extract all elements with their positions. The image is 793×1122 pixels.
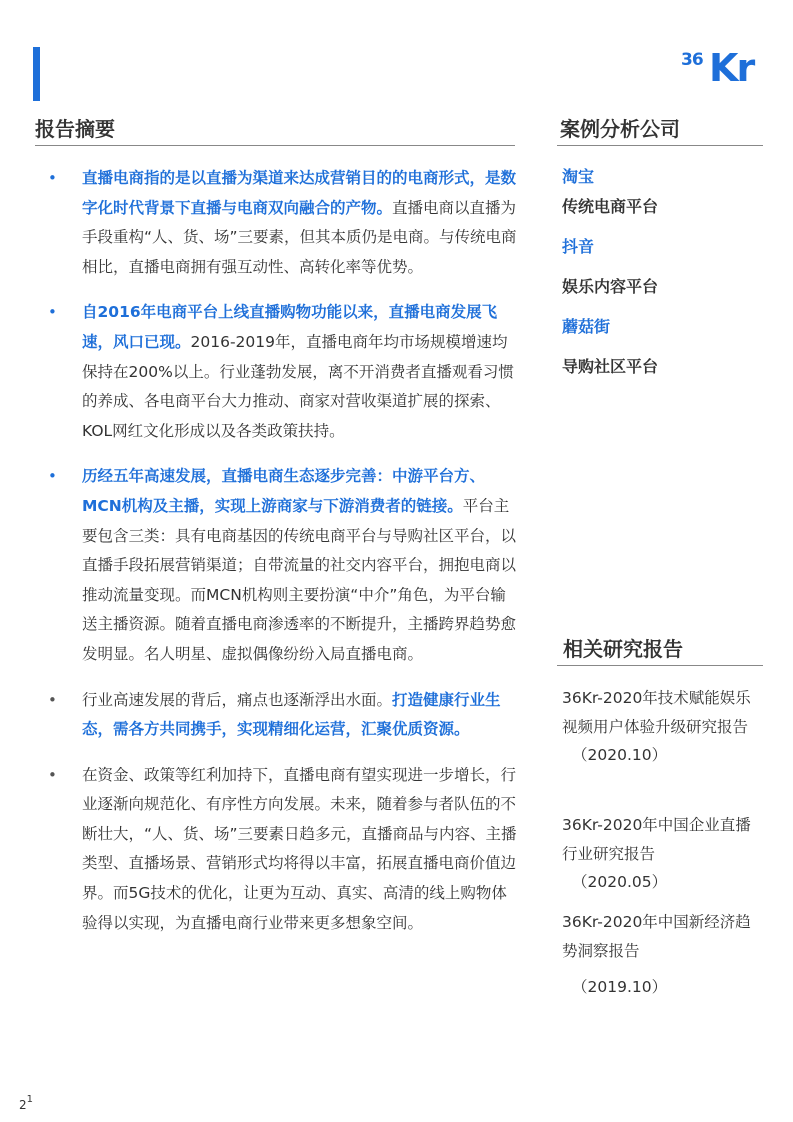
summary-bullet [48, 462, 518, 669]
bullet-text: 平台主要包含三类：具有电商基因的传统电商平台与导购社区平台，以直播手段拓展营销渠道；自带流量的社交内容平台，拥抱电商以推动流量变现。而MCN机构则主要扮演“中介”角色，为平台输送主播资源。随着直播电商渗透率的不断提升，主播跨界趋势愈发明显。名人明星、虚拟偶像纷纷入局直播电商。 [82, 496, 517, 663]
bullet-highlight: 打造健康行业生态，需各方共同携手，实现精细化运营，汇聚优质资源。 [82, 690, 501, 739]
page-number [19, 1096, 33, 1112]
bullet-text: 在资金、政策等红利加持下，直播电商有望实现进一步增长，行业逐渐向规范化、有序性方向发展。未来，随着参与者队伍的不断壮大，“人、货、场”三要素日趋多元，直播商品与内容、主播类型、直播场景、营销形式均将得以丰富，拓展直播电商价值边界。而5G技术的优化，让更为互动、真实、高清的线上购物体验得以实现，为直播电商行业带来更多想象空间。 [82, 765, 517, 932]
case-company-type: 导购社区平台 [562, 357, 659, 376]
report-date: （2020.05） [572, 873, 668, 891]
related-report [562, 811, 762, 897]
header-accent-bar [33, 47, 40, 101]
bullet-highlight: 直播电商指的是以直播为渠道来达成营销目的的电商形式，是数字化时代背景下直播与电商双向融合的产物。 [82, 169, 517, 217]
cases-divider [557, 145, 763, 146]
summary-title: 报告摘要 [35, 117, 115, 141]
case-company-type: 娱乐内容平台 [562, 277, 659, 296]
brand-logo [681, 44, 763, 92]
bullet-text: 行业高速发展的背后，痛点也逐渐浮出水面。 [82, 690, 393, 709]
case-company-type: 传统电商平台 [562, 197, 659, 216]
report-date: （2019.10） [572, 978, 668, 996]
bullet-dot-icon: • [48, 765, 57, 784]
related-reports-title: 相关研究报告 [563, 637, 683, 661]
report-title: 36Kr-2020年中国新经济趋势洞察报告 [562, 913, 751, 960]
bullet-dot-icon: • [48, 303, 57, 322]
cases-title: 案例分析公司 [560, 117, 680, 141]
page-number-main: 2 [19, 1098, 27, 1112]
related-report [562, 908, 762, 1002]
case-company-name: 淘宝 [562, 167, 595, 186]
summary-divider [35, 145, 515, 146]
bullet-highlight: 自2016年电商平台上线直播购物功能以来，直播电商发展飞速，风口已现。 [82, 303, 498, 351]
bullet-text: 2016-2019年，直播电商年均市场规模增速均保持在200%以上。行业蓬勃发展，离不开消费者直播观看习惯的养成、各电商平台大力推动、商家对营收渠道扩展的探索、KOL网红文化形成以及各类政策扶持。 [82, 332, 514, 440]
summary-bullet-list [48, 164, 518, 954]
case-company-name: 抖音 [562, 237, 595, 256]
related-reports-divider [557, 665, 763, 666]
related-report [562, 684, 762, 770]
bullet-dot-icon: • [48, 169, 57, 187]
report-date: （2020.10） [572, 746, 668, 764]
report-title: 36Kr-2020年中国企业直播行业研究报告 [562, 816, 751, 863]
bullet-text: 直播电商以直播为手段重构“人、货、场”三要素，但其本质仍是电商。与传统电商相比，直播电商拥有强互动性、高转化率等优势。 [82, 198, 517, 276]
report-title: 36Kr-2020年技术赋能娱乐视频用户体验升级研究报告 [562, 689, 751, 736]
page-number-sup: 1 [26, 1094, 34, 1105]
case-company-name: 蘑菇街 [562, 317, 611, 336]
summary-bullet [48, 298, 518, 446]
bullet-dot-icon: • [48, 690, 57, 709]
summary-bullet [48, 164, 518, 282]
bullet-highlight: 历经五年高速发展，直播电商生态逐步完善：中游平台方、MCN机构及主播，实现上游商家与下游消费者的链接。 [82, 467, 486, 515]
logo-text: Kr [709, 46, 754, 90]
summary-bullet [48, 686, 518, 745]
logo-number: 36 [681, 50, 703, 70]
bullet-dot-icon: • [48, 467, 57, 486]
summary-bullet [48, 761, 518, 939]
